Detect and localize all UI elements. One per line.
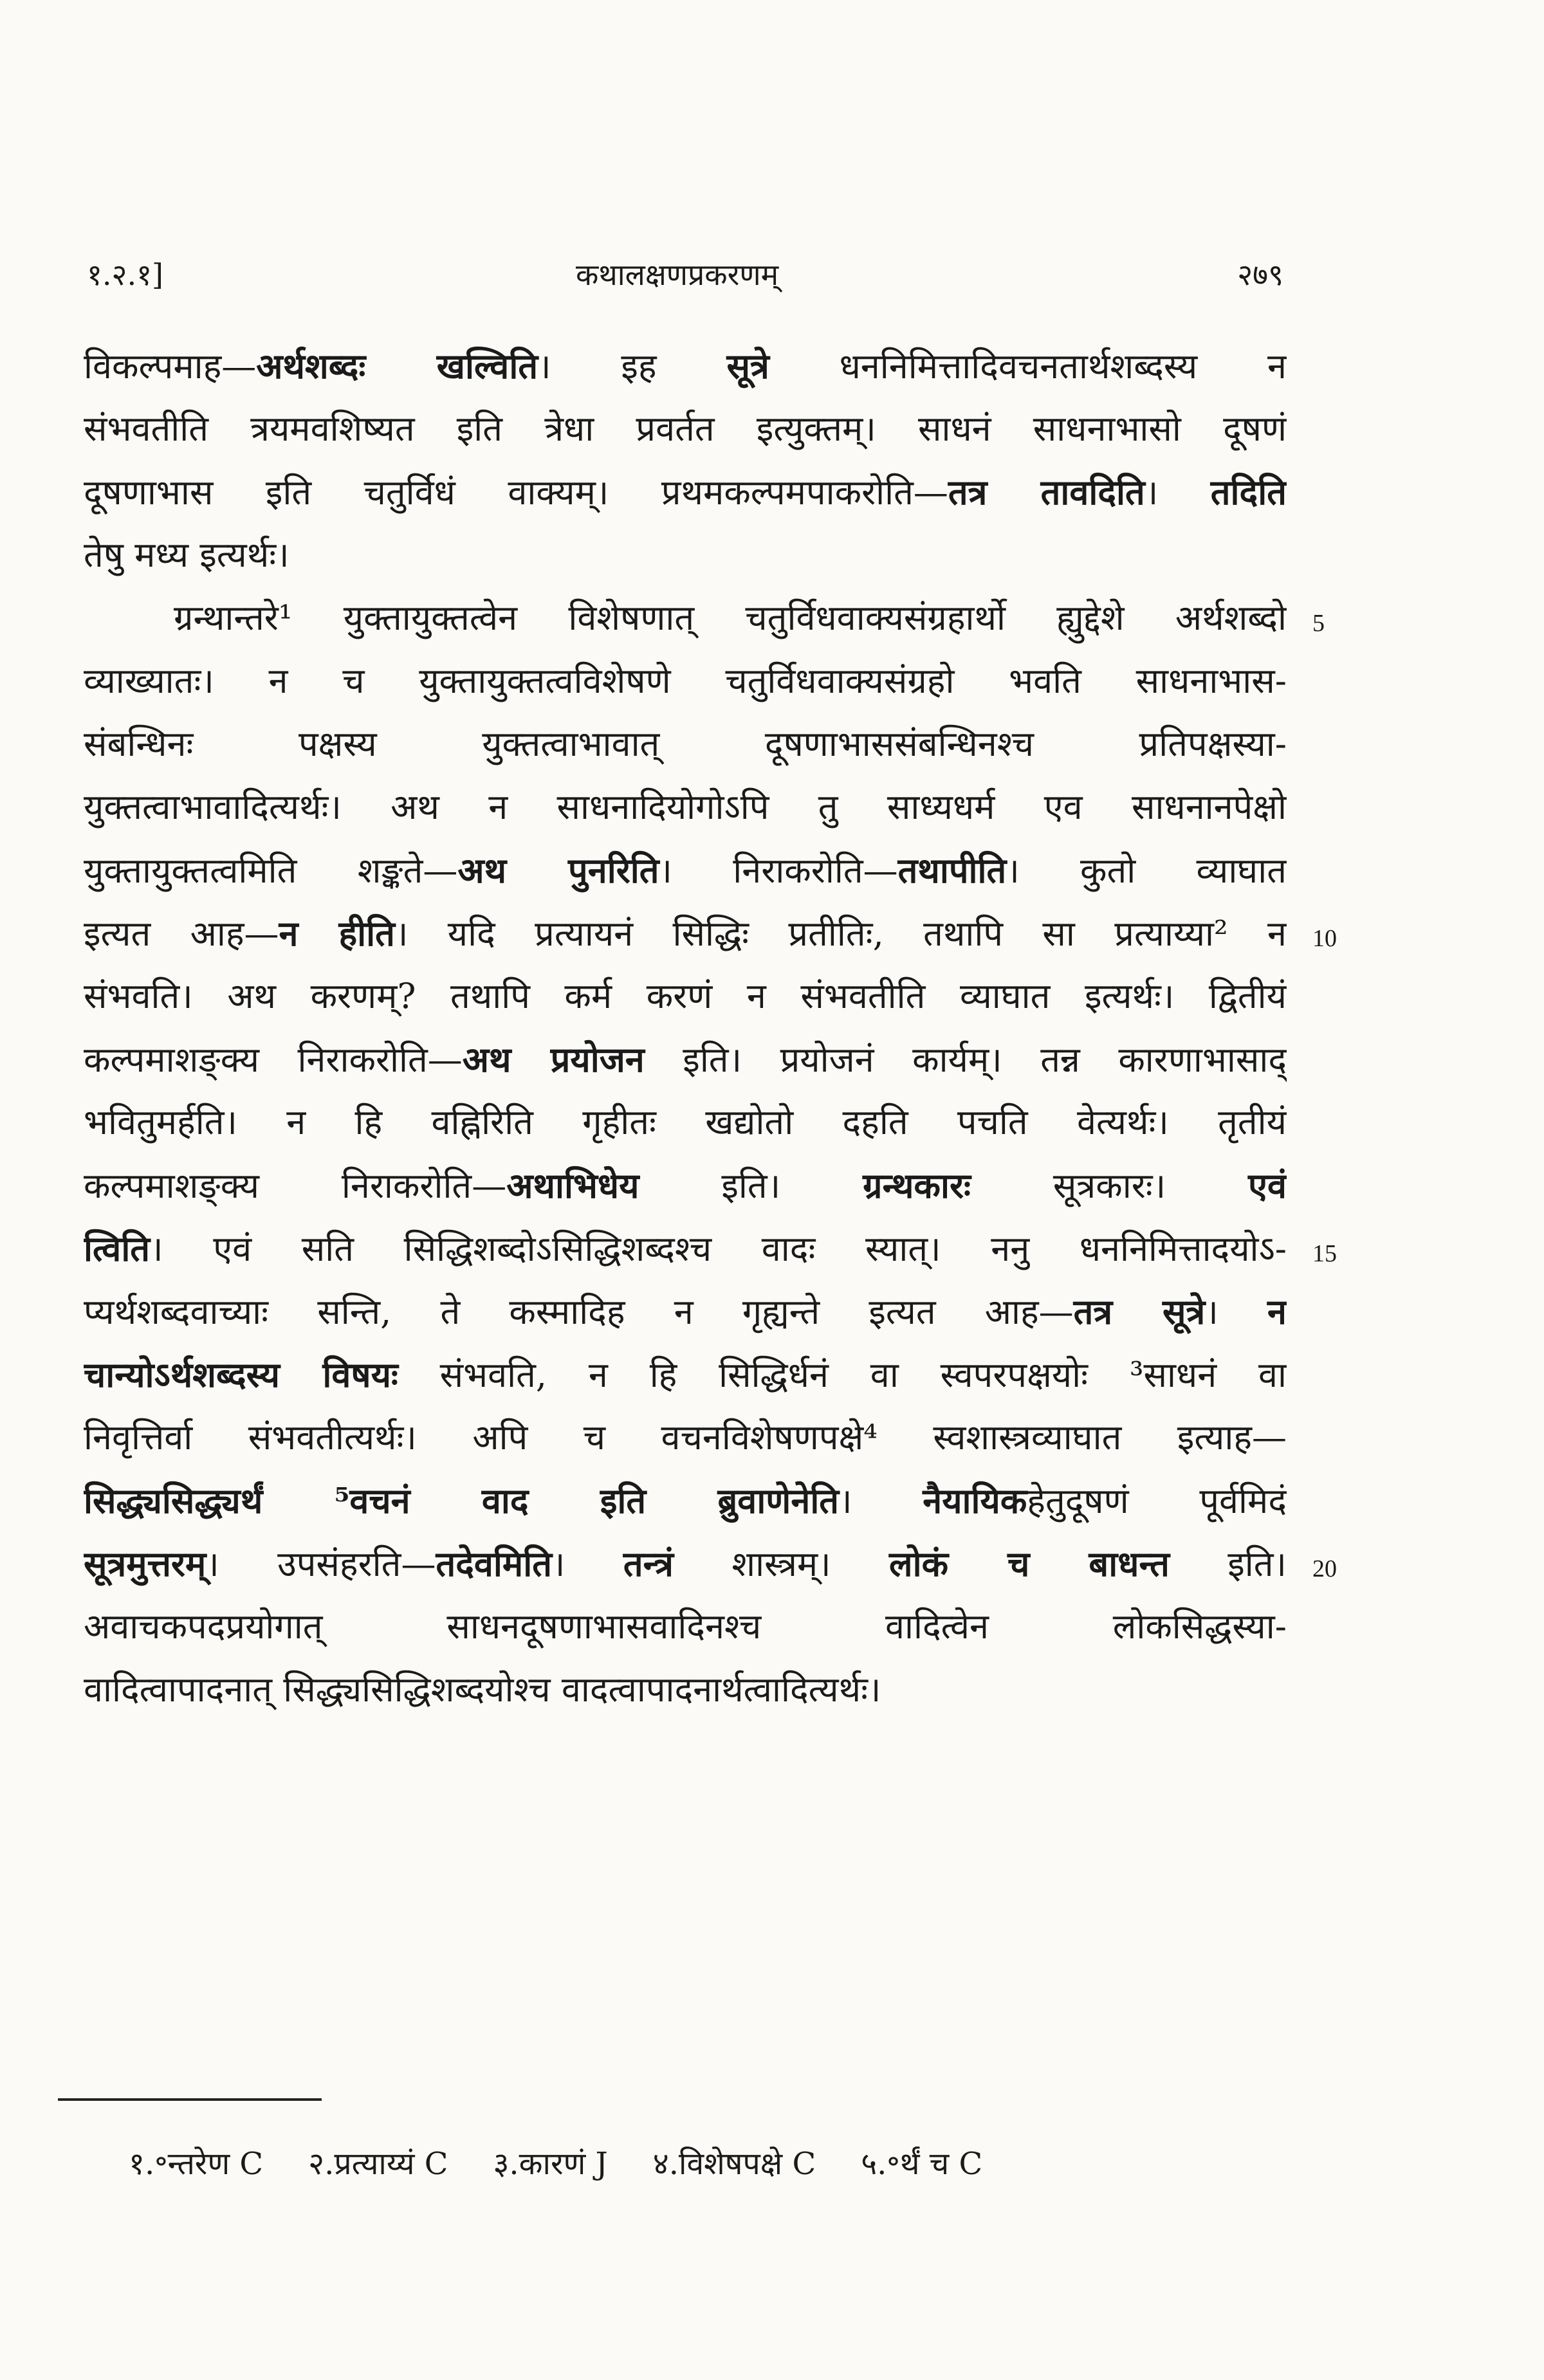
margin-line-number: 10 xyxy=(1312,925,1337,952)
footnote-rule xyxy=(58,2098,322,2101)
bold-lemma: तथापीति xyxy=(897,850,1007,891)
text-segment: । इह xyxy=(538,346,727,387)
text-line xyxy=(84,1469,1287,1532)
bold-lemma: तत्र तावदिति xyxy=(948,471,1145,513)
text-segment: सूत्रकारः। xyxy=(970,1166,1249,1206)
text-line xyxy=(84,587,1287,650)
text-segment: प्यर्थशब्दवाच्याः सन्ति, ते कस्मादिह न गृह्यन्ते इत्यत आह— xyxy=(84,1292,1074,1332)
text-segment: धननिमित्तादिवचनतार्थशब्दस्य न xyxy=(769,346,1287,387)
text-segment: कल्पमाशङ्क्य निराकरोति— xyxy=(84,1039,463,1080)
text-segment: । xyxy=(839,1481,923,1521)
section-number: १.२.१] xyxy=(87,257,163,292)
text-line xyxy=(84,334,1287,398)
text-segment: । xyxy=(1205,1292,1268,1332)
main-text xyxy=(84,334,1287,1721)
text-segment: कल्पमाशङ्क्य निराकरोति— xyxy=(84,1166,507,1206)
text-line xyxy=(84,902,1287,965)
text-segment: ग्रन्थान्तरे¹ युक्तायुक्तत्वेन विशेषणात् चतुर्विधवाक्यसंग्रहार्थो ह्युद्देशे अर्थशब्दो xyxy=(174,598,1287,638)
bold-lemma: ग्रन्थकारः xyxy=(863,1165,971,1206)
text-segment: संभवतीति त्रयमवशिष्यत इति त्रेधा प्रवर्तत इत्युक्तम्। साधनं साधनाभासो दूषणं xyxy=(84,408,1287,449)
text-segment: युक्तायुक्तत्वमिति शङ्कते— xyxy=(84,850,458,891)
text-line xyxy=(84,1280,1287,1343)
text-segment: तेषु मध्य इत्यर्थः। xyxy=(84,535,290,575)
text-line xyxy=(84,1217,1287,1280)
text-line xyxy=(84,1532,1287,1595)
text-line xyxy=(84,1154,1287,1217)
bold-lemma: सूत्रमुत्तरम् xyxy=(84,1543,207,1584)
text-line xyxy=(84,1406,1287,1469)
margin-line-number: 20 xyxy=(1312,1555,1337,1582)
bold-lemma: तदेवमिति xyxy=(436,1543,552,1584)
text-segment: भवितुमर्हति। न हि वह्निरिति गृहीतः खद्योतो दहति पचति वेत्यर्थः। तृतीयं xyxy=(84,1102,1287,1142)
text-segment: दूषणाभास इति चतुर्विधं वाक्यम्। प्रथमकल्पमपाकरोति— xyxy=(84,472,948,513)
text-segment: हेतुदूषणं पूर्वमिदं xyxy=(1027,1481,1287,1521)
bold-lemma: चान्योऽर्थशब्दस्य विषयः xyxy=(84,1354,398,1395)
text-segment: शास्त्रम्। xyxy=(673,1544,890,1584)
bold-lemma: अथाभिधेय xyxy=(506,1165,639,1206)
text-line xyxy=(84,839,1287,902)
text-segment: । कुतो व्याघात xyxy=(1006,850,1287,891)
footnote-item: १.॰न्तरेण C xyxy=(129,2146,264,2182)
bold-lemma: तदिति xyxy=(1210,471,1287,513)
text-segment: इति। xyxy=(639,1166,863,1206)
bold-lemma: न xyxy=(1267,1291,1287,1332)
text-line xyxy=(84,1595,1287,1658)
text-line xyxy=(84,776,1287,839)
text-segment: इति। xyxy=(1169,1544,1287,1584)
bold-lemma: सिद्ध्यसिद्ध्यर्थं ⁵वचनं वाद इति ब्रुवाणेनेति xyxy=(84,1480,840,1521)
bold-lemma: एवं xyxy=(1248,1165,1287,1206)
text-segment: । एवं सति सिद्धिशब्दोऽसिद्धिशब्दश्च वादः स्यात्। ननु धननिमित्तादयोऽ- xyxy=(150,1229,1287,1269)
text-segment: संबन्धिनः पक्षस्य युक्तत्वाभावात् दूषणाभाससंबन्धिनश्च प्रतिपक्षस्या- xyxy=(84,724,1287,764)
text-segment: । यदि प्रत्यायनं सिद्धिः प्रतीतिः, तथापि सा प्रत्याय्या² न xyxy=(394,913,1287,954)
text-line xyxy=(84,965,1287,1028)
footnote-item: २.प्रत्याय्यं C xyxy=(308,2146,448,2182)
bold-lemma: अर्थशब्दः खल्विति xyxy=(256,345,538,387)
text-segment: विकल्पमाह— xyxy=(84,346,257,387)
text-segment: । निराकरोति— xyxy=(659,850,898,891)
text-segment: । xyxy=(1144,472,1211,513)
text-segment: । उपसंहरति— xyxy=(206,1544,436,1584)
bold-lemma: न हीति xyxy=(279,913,395,954)
bold-lemma: लोकं च बाधन्त xyxy=(889,1543,1170,1584)
page-number: २७९ xyxy=(1237,257,1283,292)
bold-lemma: तत्र सूत्रे xyxy=(1073,1291,1206,1332)
text-line xyxy=(84,524,1287,587)
bold-lemma: नैयायिक xyxy=(923,1480,1027,1521)
text-line xyxy=(84,713,1287,776)
text-line xyxy=(84,398,1287,461)
bold-lemma: त्विति xyxy=(84,1228,151,1269)
text-line xyxy=(84,650,1287,713)
text-segment: संभवति, न हि सिद्धिर्धनं वा स्वपरपक्षयोः ³साधनं वा xyxy=(398,1355,1287,1395)
footnote-item: ४.विशेषपक्षे C xyxy=(652,2146,816,2182)
bold-lemma: तन्त्रं xyxy=(623,1543,674,1584)
text-segment: युक्तत्वाभावादित्यर्थः। अथ न साधनादियोगोऽपि तु साध्यधर्म एव साधनानपेक्षो xyxy=(84,787,1287,827)
running-header xyxy=(87,254,1283,306)
text-segment: इत्यत आह— xyxy=(84,913,279,954)
footnotes xyxy=(129,2142,1287,2184)
text-segment: वादित्वापादनात् सिद्ध्यसिद्धिशब्दयोश्च वादत्वापादनार्थत्वादित्यर्थः। xyxy=(84,1669,881,1710)
margin-line-number: 15 xyxy=(1312,1240,1337,1267)
margin-line-number: 5 xyxy=(1312,610,1325,637)
text-segment: संभवति। अथ करणम्? तथापि कर्म करणं न संभवतीति व्याघात इत्यर्थः। द्वितीयं xyxy=(84,976,1287,1016)
text-line xyxy=(84,1028,1287,1091)
footnote-item: ५.॰र्थं च C xyxy=(861,2146,983,2182)
text-line xyxy=(84,461,1287,524)
text-segment: । xyxy=(551,1544,623,1584)
text-segment: अवाचकपदप्रयोगात् साधनदूषणाभासवादिनश्च वादित्वेन लोकसिद्धस्या- xyxy=(84,1606,1287,1647)
bold-lemma: अथ पुनरिति xyxy=(457,850,659,891)
text-line xyxy=(84,1343,1287,1406)
footnote-item: ३.कारणं J xyxy=(493,2146,608,2182)
text-line xyxy=(84,1091,1287,1154)
text-segment: निवृत्तिर्वा संभवतीत्यर्थः। अपि च वचनविशेषणपक्षे⁴ स्वशास्त्रव्याघात इत्याह— xyxy=(84,1417,1287,1458)
bold-lemma: सूत्रे xyxy=(726,345,769,387)
text-segment: व्याख्यातः। न च युक्तायुक्तत्वविशेषणे चतुर्विधवाक्यसंग्रहो भवति साधनाभास- xyxy=(84,661,1287,701)
text-line xyxy=(84,1658,1287,1721)
bold-lemma: अथ प्रयोजन xyxy=(462,1039,645,1080)
chapter-title: कथालक्षणप्रकरणम् xyxy=(576,257,779,292)
text-segment: इति। प्रयोजनं कार्यम्। तन्न कारणाभासाद् xyxy=(644,1039,1287,1080)
